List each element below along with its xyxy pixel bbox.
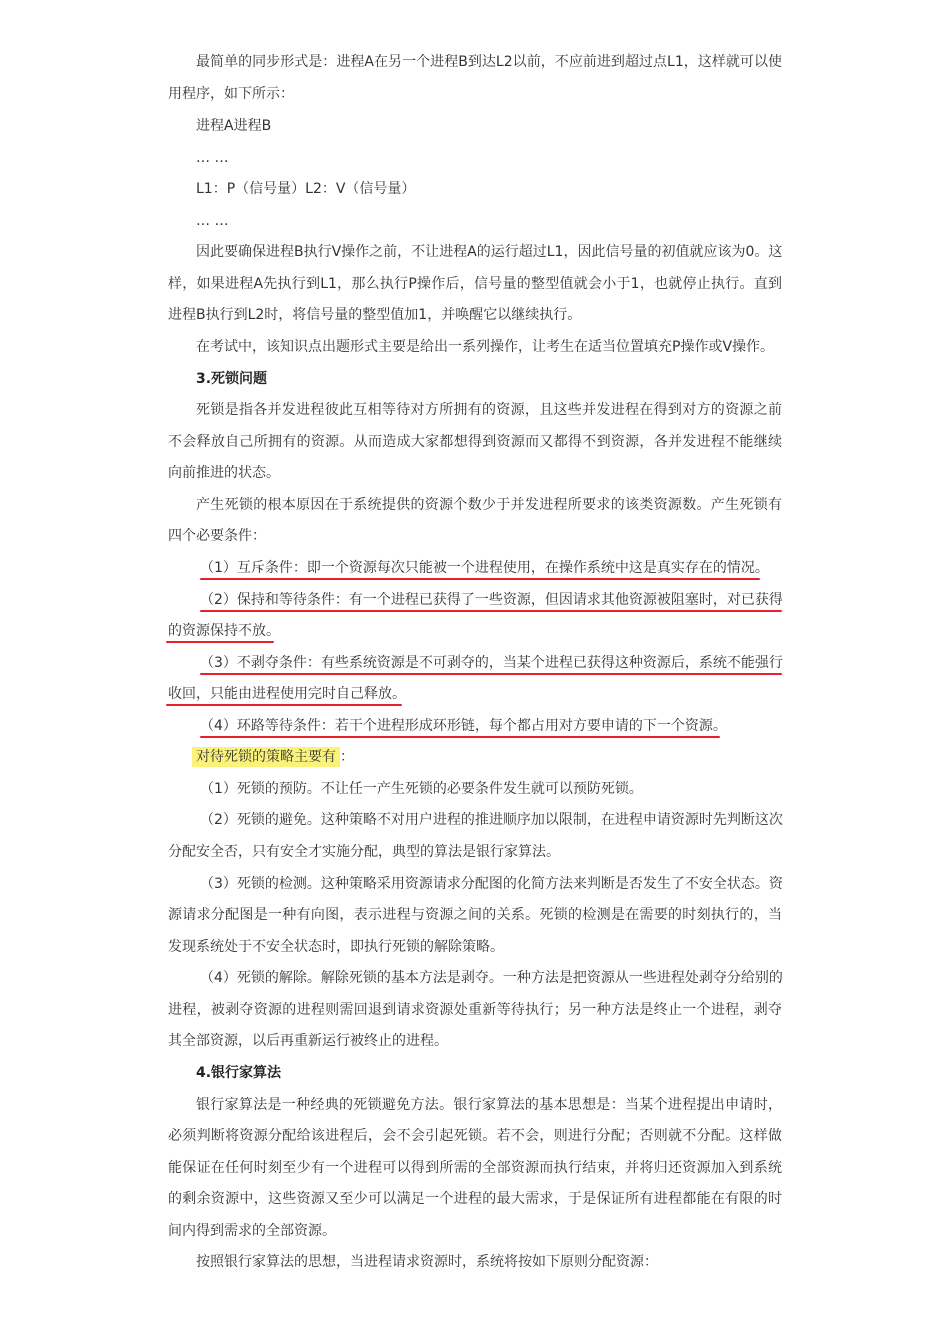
condition-1-underline [200, 578, 760, 580]
strategy-3-line-3: 发现系统处于不安全状态时，即执行死锁的解除策略。 [168, 939, 504, 955]
banker-paragraph-1-line-3: 能保证在任何时刻至少有一个进程可以得到所需的全部资源而执行结束，并将归还资源加入到系统 [168, 1160, 782, 1176]
code-line-3: L1：P（信号量）L2：V（信号量） [196, 181, 416, 197]
deadlock-paragraph-2-line-1: 产生死锁的根本原因在于系统提供的资源个数少于并发进程所要求的该类资源数。产生死锁有 [196, 497, 782, 513]
deadlock-paragraph-1-line-1: 死锁是指各并发进程彼此互相等待对方所拥有的资源，且这些并发进程在得到对方的资源之前 [196, 402, 782, 418]
strategy-2-line-1: （2）死锁的避免。这种策略不对用户进程的推进顺序加以限制，在进程申请资源时先判断这次 [200, 812, 783, 828]
condition-3-line-1: （3）不剥夺条件：有些系统资源是不可剥夺的，当某个进程已获得这种资源后，系统不能强行 [200, 655, 783, 671]
banker-paragraph-2: 按照银行家算法的思想，当进程请求资源时，系统将按如下原则分配资源： [196, 1254, 658, 1270]
deadlock-paragraph-1-line-3: 向前推进的状态。 [168, 465, 280, 481]
strategy-highlight: 对待死锁的策略主要有 [192, 747, 340, 767]
sync-paragraph-2-line-2: 样，如果进程A先执行到L1，那么执行P操作后，信号量的整型值就会小于1，也就停止执行。直到 [168, 276, 782, 292]
banker-paragraph-1-line-4: 的剩余资源中，这些资源又至少可以满足一个进程的最大需求，于是保证所有进程都能在有限的时 [168, 1191, 782, 1207]
condition-3-underline-2 [166, 704, 402, 706]
strategy-colon: ： [340, 749, 354, 765]
strategy-4-line-2: 进程，被剥夺资源的进程则需回退到请求资源处重新等待执行；另一种方法是终止一个进程，剥夺 [168, 1002, 782, 1018]
banker-heading: 4.银行家算法 [196, 1065, 282, 1081]
condition-4: （4）环路等待条件：若干个进程形成环形链，每个都占用对方要申请的下一个资源。 [200, 718, 727, 734]
condition-2-line-2: 的资源保持不放。 [168, 623, 280, 639]
condition-2-underline-1 [200, 610, 782, 612]
deadlock-paragraph-1-line-2: 不会释放自己所拥有的资源。从而造成大家都想得到资源而又都得不到资源，各并发进程不能继续 [168, 434, 782, 450]
code-line-4: … … [196, 213, 229, 229]
condition-1: （1）互斥条件：即一个资源每次只能被一个进程使用，在操作系统中这是真实存在的情况。 [200, 560, 769, 576]
condition-3-underline-1 [200, 673, 782, 675]
strategy-4-line-3: 其全部资源，以后再重新运行被终止的进程。 [168, 1033, 448, 1049]
strategy-intro [196, 746, 782, 768]
condition-2-underline-2 [166, 641, 274, 643]
strategy-3-line-1: （3）死锁的检测。这种策略采用资源请求分配图的化简方法来判断是否发生了不安全状态。资 [200, 876, 783, 892]
deadlock-paragraph-2-line-2: 四个必要条件： [168, 528, 266, 544]
strategy-2-line-2: 分配安全否，只有安全才实施分配，典型的算法是银行家算法。 [168, 844, 560, 860]
banker-paragraph-1-line-2: 必须判断将资源分配给该进程后，会不会引起死锁。若不会，则进行分配；否则就不分配。这样做 [168, 1128, 782, 1144]
sync-paragraph-1-line-2: 用程序，如下所示： [168, 86, 294, 102]
sync-paragraph-1-line-1: 最简单的同步形式是：进程A在另一个进程B到达L2以前，不应前进到超过点L1，这样就可以使 [196, 54, 782, 70]
banker-paragraph-1-line-1: 银行家算法是一种经典的死锁避免方法。银行家算法的基本思想是：当某个进程提出申请时， [196, 1097, 782, 1113]
deadlock-heading: 3.死锁问题 [196, 371, 268, 387]
banker-paragraph-1-line-5: 间内得到需求的全部资源。 [168, 1223, 336, 1239]
code-line-2: … … [196, 150, 229, 166]
strategy-4-line-1: （4）死锁的解除。解除死锁的基本方法是剥夺。一种方法是把资源从一些进程处剥夺分给别的 [200, 970, 783, 986]
condition-2-line-1: （2）保持和等待条件：有一个进程已获得了一些资源，但因请求其他资源被阻塞时，对已获得 [200, 592, 783, 608]
condition-3-line-2: 收回，只能由进程使用完时自己释放。 [168, 686, 406, 702]
sync-paragraph-2-line-1: 因此要确保进程B执行V操作之前，不让进程A的运行超过L1，因此信号量的初值就应该为0。这 [196, 244, 783, 260]
strategy-1: （1）死锁的预防。不让任一产生死锁的必要条件发生就可以预防死锁。 [200, 781, 643, 797]
code-line-1: 进程A进程B [196, 118, 272, 134]
sync-paragraph-3: 在考试中，该知识点出题形式主要是给出一系列操作，让考生在适当位置填充P操作或V操作。 [196, 339, 775, 355]
strategy-3-line-2: 源请求分配图是一种有向图，表示进程与资源之间的关系。死锁的检测是在需要的时刻执行的，当 [168, 907, 782, 923]
condition-4-underline [200, 736, 720, 738]
sync-paragraph-2-line-3: 进程B执行到L2时，将信号量的整型值加1，并唤醒它以继续执行。 [168, 307, 582, 323]
